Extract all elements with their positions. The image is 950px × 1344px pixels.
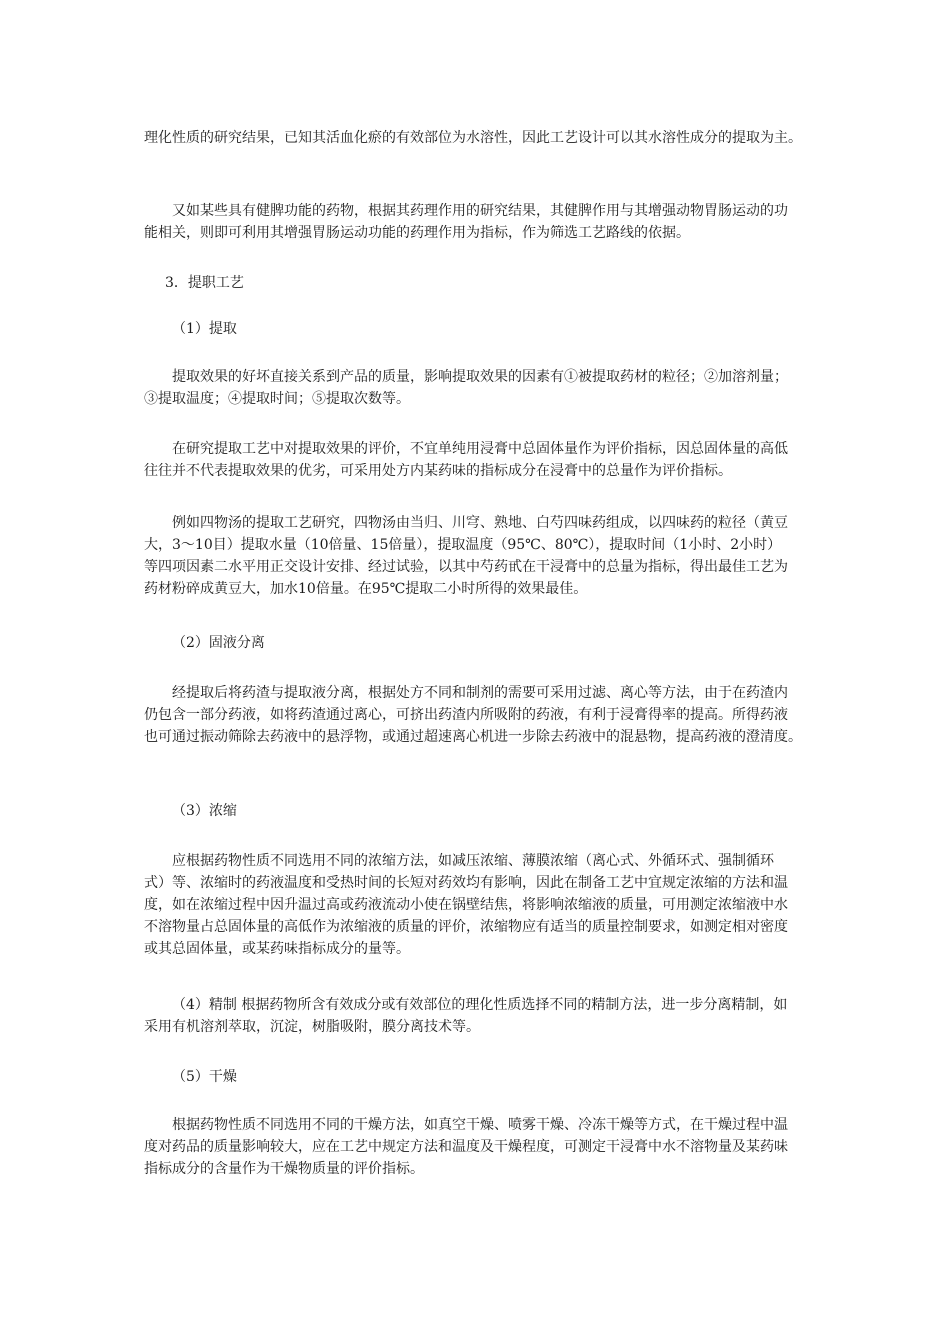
subheading-separation — [144, 632, 814, 654]
paragraph-intro — [144, 127, 814, 149]
paragraph-spleen-example — [144, 200, 814, 244]
heading-text: （5）干燥 — [172, 1069, 237, 1085]
paragraph-line: 也可通过振动筛除去药液中的悬浮物，或通过超速离心机进一步除去药液中的混悬物，提高药液的澄清度。 — [144, 729, 802, 745]
paragraph-line: 仍包含一部分药液，如将药渣通过离心，可挤出药渣内所吸附的药液，有利于浸膏得率的提高。所得药液 — [144, 707, 788, 723]
paragraph-evaluation — [144, 438, 814, 482]
paragraph-line: 指标成分的含量作为干燥物质量的评价指标。 — [144, 1161, 424, 1177]
paragraph-line: 采用有机溶剂萃取，沉淀，树脂吸附，膜分离技术等。 — [144, 1019, 480, 1035]
paragraph-line: 或其总固体量，或某药味指标成分的量等。 — [144, 941, 410, 957]
paragraph-line: 经提取后将药渣与提取液分离，根据处方不同和制剂的需要可采用过滤、离心等方法，由于在药渣内 — [172, 685, 788, 701]
paragraph-line: 根据药物性质不同选用不同的干燥方法，如真空干燥、喷雾干燥、冷冻干燥等方式，在干燥过程中温 — [172, 1117, 788, 1133]
subheading-concentration — [144, 800, 814, 822]
paragraph-refining — [144, 994, 814, 1038]
paragraph-siwutang — [144, 512, 814, 600]
paragraph-line: 度，如在浓缩过程中因升温过高或药液流动小使在锅壁结焦，将影响浓缩液的质量，可用测定浓缩液中水 — [144, 897, 788, 913]
paragraph-line: 提取效果的好坏直接关系到产品的质量，影响提取效果的因素有①被提取药材的粒径；②加溶剂量； — [172, 369, 788, 385]
subheading-drying — [144, 1066, 814, 1088]
paragraph-concentration — [144, 850, 814, 960]
paragraph-line: 式）等、浓缩时的药液温度和受热时间的长短对药效均有影响，因此在制备工艺中宜规定浓缩的方法和温 — [144, 875, 788, 891]
heading-text: （3）浓缩 — [172, 803, 237, 819]
paragraph-line: 例如四物汤的提取工艺研究，四物汤由当归、川穹、熟地、白芍四味药组成，以四味药的粒径（黄豆 — [172, 515, 788, 531]
section-heading-3 — [144, 272, 814, 294]
heading-text: 3．提职工艺 — [165, 275, 244, 291]
paragraph-line: 往往并不代表提取效果的优劣，可采用处方内某药味的指标成分在浸膏中的总量作为评价指标。 — [144, 463, 732, 479]
paragraph-line: 能相关，则即可利用其增强胃肠运动功能的药理作用为指标，作为筛选工艺路线的依据。 — [144, 225, 690, 241]
paragraph-line: 在研究提取工艺中对提取效果的评价，不宜单纯用浸膏中总固体量作为评价指标，因总固体量的高低 — [172, 441, 788, 457]
paragraph-line: 药材粉碎成黄豆大，加水10倍量。在95℃提取二小时所得的效果最佳。 — [144, 581, 588, 597]
paragraph-line: （4）精制 根据药物所含有效成分或有效部位的理化性质选择不同的精制方法，进一步分离精制，如 — [172, 997, 788, 1013]
paragraph-extraction-factors — [144, 366, 814, 410]
paragraph-drying — [144, 1114, 814, 1180]
paragraph-line: 应根据药物性质不同选用不同的浓缩方法，如减压浓缩、薄膜浓缩（离心式、外循环式、强制循环 — [172, 853, 774, 869]
paragraph-separation — [144, 682, 814, 748]
paragraph-line: 大，3～10目）提取水量（10倍量、15倍量），提取温度（95℃、80℃），提取时间（1小时、2小时） — [144, 537, 782, 553]
paragraph-line: 理化性质的研究结果，已知其活血化瘀的有效部位为水溶性，因此工艺设计可以其水溶性成分的提取为主。 — [144, 130, 802, 146]
heading-text: （1）提取 — [172, 321, 237, 337]
subheading-extraction — [144, 318, 814, 340]
paragraph-line: 等四项因素二水平用正交设计安排、经过试验，以其中芍药甙在干浸膏中的总量为指标，得出最佳工艺为 — [144, 559, 788, 575]
paragraph-line: 又如某些具有健脾功能的药物，根据其药理作用的研究结果，其健脾作用与其增强动物胃肠运动的功 — [172, 203, 788, 219]
heading-text: （2）固液分离 — [172, 635, 265, 651]
paragraph-line: 度对药品的质量影响较大，应在工艺中规定方法和温度及干燥程度，可测定干浸膏中水不溶物量及某药味 — [144, 1139, 788, 1155]
paragraph-line: ③提取温度；④提取时间；⑤提取次数等。 — [144, 391, 410, 407]
paragraph-line: 不溶物量占总固体量的高低作为浓缩液的质量的评价，浓缩物应有适当的质量控制要求，如测定相对密度 — [144, 919, 788, 935]
